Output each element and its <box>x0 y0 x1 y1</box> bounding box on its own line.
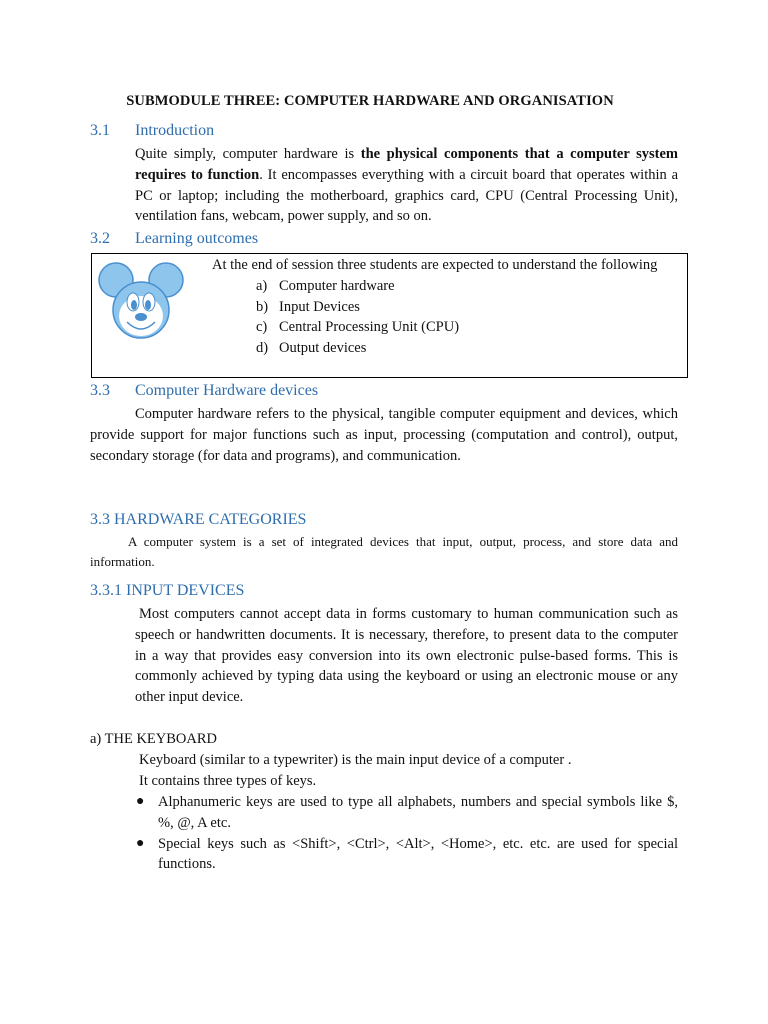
keyboard-key-types-list <box>137 792 678 875</box>
bullet-icon: ● <box>136 794 145 809</box>
intro-text-rest: . It encompasses everything with a circuit board that operates within a PC or laptop; including the motherboard, graphics card, CPU (Central Processing Unit), ventilation fans, webcam, power supply, and so on. <box>135 166 679 225</box>
keyboard-heading: a) THE KEYBOARD <box>90 731 217 747</box>
keyboard-intro <box>139 750 679 792</box>
intro-text-lead: Quite simply, computer hardware is <box>135 146 361 162</box>
learning-outcomes-lead: At the end of session three students are expected to understand the following <box>212 257 658 273</box>
list-item <box>212 297 684 318</box>
section-heading-introduction <box>90 122 690 144</box>
list-item-text: Special keys such as <Shift>, <Ctrl>, <Alt>, <Home>, etc. etc. are used for special functions. <box>158 835 678 873</box>
list-item-text: Central Processing Unit (CPU) <box>279 319 460 336</box>
page-title: SUBMODULE THREE: COMPUTER HARDWARE AND ORGANISATION <box>126 93 614 109</box>
keyboard-line-2: It contains three types of keys. <box>139 772 317 789</box>
learning-outcomes-list <box>212 276 684 359</box>
list-item-text: Output devices <box>279 340 367 357</box>
hardware-devices-text: Computer hardware refers to the physical, tangible computer equipment and devices, which provide support for major functions such as input, processing (computation and control), output, secondary storage (for data and programs), and communication. <box>90 406 678 464</box>
learning-outcomes-text <box>212 255 684 359</box>
list-marker: a) <box>256 277 268 294</box>
list-marker: c) <box>256 319 268 336</box>
section-heading-hardware-categories: 3.3 HARDWARE CATEGORIES <box>90 511 307 528</box>
section-title: Introduction <box>135 122 215 139</box>
section-heading-hardware-devices <box>90 382 690 404</box>
list-marker: b) <box>256 298 269 315</box>
keyboard-line-1: Keyboard (similar to a typewriter) is the main input device of a computer . <box>139 752 572 768</box>
hardware-devices-paragraph <box>90 404 678 466</box>
list-item-text: Computer hardware <box>279 277 395 294</box>
list-item <box>137 792 678 834</box>
section-title: Learning outcomes <box>135 230 259 247</box>
list-item <box>137 834 678 876</box>
input-devices-text: Most computers cannot accept data in forms customary to human communication such as speech or handwritten documents. It is necessary, therefore, to present data to the computer in a way that provides easy conversion into its own electronic pulse-based forms. This is commonly achieved by typing data using the keyboard or using an electronic mouse or any other input device. <box>135 606 678 706</box>
hardware-categories-paragraph <box>90 532 678 572</box>
section-number: 3.2 <box>90 230 110 247</box>
list-item-text: Alphanumeric keys are used to type all alphabets, numbers and special symbols like $, %, @, A etc. <box>158 794 678 831</box>
section-heading-learning-outcomes <box>90 230 690 252</box>
input-devices-paragraph <box>135 604 678 708</box>
mouse-face-icon <box>96 258 186 340</box>
list-item <box>212 317 684 338</box>
section-number: 3.1 <box>90 122 110 139</box>
list-item-text: Input Devices <box>279 298 360 315</box>
hardware-categories-text: A computer system is a set of integrated devices that input, output, process, and store data and information. <box>90 534 678 569</box>
introduction-paragraph <box>135 144 678 227</box>
section-heading-input-devices: 3.3.1 INPUT DEVICES <box>90 582 245 599</box>
list-item <box>212 276 684 297</box>
list-marker: d) <box>256 340 269 357</box>
learning-outcomes-box <box>91 253 688 378</box>
section-number: 3.3 <box>90 382 110 399</box>
section-title: Computer Hardware devices <box>135 382 319 399</box>
bullet-icon: ● <box>136 835 145 851</box>
intro-bold-text: the physical components that a computer system requires to function <box>135 146 678 183</box>
list-item <box>212 338 684 359</box>
